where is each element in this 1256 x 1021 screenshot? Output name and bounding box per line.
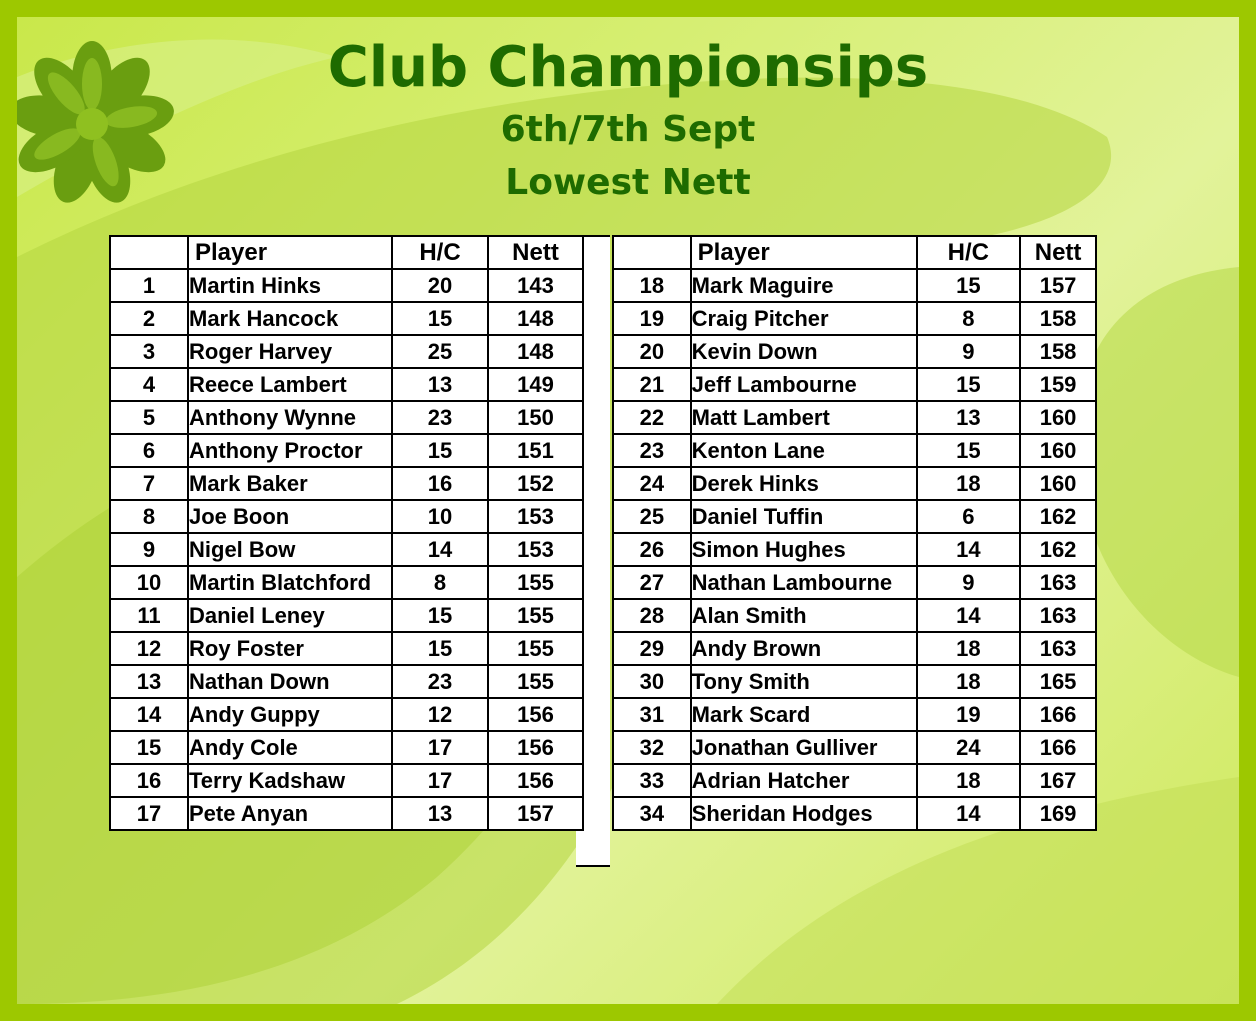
position-cell: 20 [613, 335, 691, 368]
position-cell: 2 [110, 302, 188, 335]
table-row [613, 335, 1096, 368]
page-title: Club Championsips [327, 35, 929, 100]
hc-cell: 13 [392, 797, 488, 830]
table-row [110, 665, 583, 698]
hc-cell: 15 [392, 302, 488, 335]
table-row [613, 368, 1096, 401]
header-hc: H/C [917, 236, 1021, 269]
nett-cell: 160 [1020, 401, 1096, 434]
results-tables [109, 235, 1097, 869]
position-cell: 12 [110, 632, 188, 665]
position-cell: 22 [613, 401, 691, 434]
table-row [613, 434, 1096, 467]
player-cell: Daniel Leney [188, 599, 392, 632]
nett-cell: 149 [488, 368, 583, 401]
position-cell: 24 [613, 467, 691, 500]
table-row [110, 335, 583, 368]
nett-cell: 165 [1020, 665, 1096, 698]
position-cell: 13 [110, 665, 188, 698]
player-cell: Simon Hughes [691, 533, 917, 566]
position-cell: 31 [613, 698, 691, 731]
position-cell: 5 [110, 401, 188, 434]
hc-cell: 18 [917, 467, 1021, 500]
hc-cell: 23 [392, 401, 488, 434]
table-row [110, 401, 583, 434]
table-row [613, 566, 1096, 599]
player-cell: Andy Guppy [188, 698, 392, 731]
table-row [110, 599, 583, 632]
hc-cell: 6 [917, 500, 1021, 533]
player-cell: Derek Hinks [691, 467, 917, 500]
nett-cell: 155 [488, 665, 583, 698]
player-cell: Nathan Lambourne [691, 566, 917, 599]
nett-cell: 152 [488, 467, 583, 500]
table-row [110, 731, 583, 764]
nett-cell: 148 [488, 335, 583, 368]
nett-cell: 156 [488, 731, 583, 764]
event-date: 6th/7th Sept [500, 109, 756, 150]
nett-cell: 169 [1020, 797, 1096, 830]
player-cell: Pete Anyan [188, 797, 392, 830]
position-cell: 14 [110, 698, 188, 731]
nett-cell: 167 [1020, 764, 1096, 797]
poster-panel [17, 17, 1239, 1004]
table-row [613, 269, 1096, 302]
player-cell: Martin Blatchford [188, 566, 392, 599]
nett-cell: 166 [1020, 698, 1096, 731]
table-header-row [613, 236, 1096, 269]
player-cell: Martin Hinks [188, 269, 392, 302]
hc-cell: 8 [917, 302, 1021, 335]
nett-cell: 163 [1020, 599, 1096, 632]
position-cell: 19 [613, 302, 691, 335]
position-cell: 30 [613, 665, 691, 698]
header-position [613, 236, 691, 269]
player-cell: Craig Pitcher [691, 302, 917, 335]
table-row [110, 698, 583, 731]
hc-cell: 15 [392, 599, 488, 632]
table-row [613, 467, 1096, 500]
table-row [613, 533, 1096, 566]
position-cell: 1 [110, 269, 188, 302]
player-cell: Jonathan Gulliver [691, 731, 917, 764]
table-row [613, 500, 1096, 533]
table-row [110, 368, 583, 401]
player-cell: Sheridan Hodges [691, 797, 917, 830]
player-cell: Daniel Tuffin [691, 500, 917, 533]
nett-cell: 159 [1020, 368, 1096, 401]
table-row [613, 665, 1096, 698]
position-cell: 7 [110, 467, 188, 500]
nett-cell: 163 [1020, 632, 1096, 665]
position-cell: 17 [110, 797, 188, 830]
position-cell: 23 [613, 434, 691, 467]
table-row [110, 269, 583, 302]
nett-cell: 148 [488, 302, 583, 335]
hc-cell: 14 [917, 797, 1021, 830]
header-player: Player [691, 236, 917, 269]
nett-cell: 155 [488, 566, 583, 599]
player-cell: Alan Smith [691, 599, 917, 632]
position-cell: 16 [110, 764, 188, 797]
position-cell: 25 [613, 500, 691, 533]
nett-cell: 157 [1020, 269, 1096, 302]
table-row [613, 764, 1096, 797]
page-subtitle: Lowest Nett [505, 162, 751, 203]
table-row [613, 302, 1096, 335]
position-cell: 32 [613, 731, 691, 764]
nett-cell: 153 [488, 533, 583, 566]
header-nett: Nett [488, 236, 583, 269]
table-row [110, 764, 583, 797]
nett-cell: 153 [488, 500, 583, 533]
position-cell: 18 [613, 269, 691, 302]
hc-cell: 20 [392, 269, 488, 302]
hc-cell: 19 [917, 698, 1021, 731]
hc-cell: 24 [917, 731, 1021, 764]
hc-cell: 10 [392, 500, 488, 533]
hc-cell: 9 [917, 566, 1021, 599]
hc-cell: 23 [392, 665, 488, 698]
position-cell: 27 [613, 566, 691, 599]
position-cell: 29 [613, 632, 691, 665]
hc-cell: 25 [392, 335, 488, 368]
player-cell: Reece Lambert [188, 368, 392, 401]
hc-cell: 13 [917, 401, 1021, 434]
player-cell: Adrian Hatcher [691, 764, 917, 797]
position-cell: 9 [110, 533, 188, 566]
nett-cell: 156 [488, 698, 583, 731]
player-cell: Roy Foster [188, 632, 392, 665]
results-table-right [612, 235, 1097, 831]
position-cell: 8 [110, 500, 188, 533]
nett-cell: 160 [1020, 434, 1096, 467]
table-row [110, 632, 583, 665]
position-cell: 33 [613, 764, 691, 797]
player-cell: Anthony Proctor [188, 434, 392, 467]
player-cell: Terry Kadshaw [188, 764, 392, 797]
position-cell: 4 [110, 368, 188, 401]
table-row [110, 533, 583, 566]
player-cell: Roger Harvey [188, 335, 392, 368]
table-row [110, 566, 583, 599]
position-cell: 11 [110, 599, 188, 632]
player-cell: Jeff Lambourne [691, 368, 917, 401]
nett-cell: 151 [488, 434, 583, 467]
player-cell: Mark Scard [691, 698, 917, 731]
nett-cell: 162 [1020, 533, 1096, 566]
table-row [613, 599, 1096, 632]
hc-cell: 18 [917, 632, 1021, 665]
hc-cell: 15 [392, 434, 488, 467]
position-cell: 10 [110, 566, 188, 599]
hc-cell: 14 [392, 533, 488, 566]
position-cell: 34 [613, 797, 691, 830]
table-row [110, 500, 583, 533]
position-cell: 28 [613, 599, 691, 632]
hc-cell: 15 [917, 434, 1021, 467]
table-row [110, 434, 583, 467]
nett-cell: 155 [488, 599, 583, 632]
position-cell: 15 [110, 731, 188, 764]
nett-cell: 162 [1020, 500, 1096, 533]
hc-cell: 9 [917, 335, 1021, 368]
player-cell: Tony Smith [691, 665, 917, 698]
position-cell: 3 [110, 335, 188, 368]
player-cell: Mark Hancock [188, 302, 392, 335]
table-row [613, 698, 1096, 731]
table-row [613, 797, 1096, 830]
player-cell: Nathan Down [188, 665, 392, 698]
player-cell: Kevin Down [691, 335, 917, 368]
hc-cell: 15 [392, 632, 488, 665]
position-cell: 6 [110, 434, 188, 467]
player-cell: Mark Baker [188, 467, 392, 500]
player-cell: Anthony Wynne [188, 401, 392, 434]
nett-cell: 158 [1020, 335, 1096, 368]
position-cell: 21 [613, 368, 691, 401]
table-row [110, 797, 583, 830]
hc-cell: 15 [917, 368, 1021, 401]
results-table-left [109, 235, 584, 831]
hc-cell: 18 [917, 665, 1021, 698]
hc-cell: 13 [392, 368, 488, 401]
nett-cell: 155 [488, 632, 583, 665]
table-row [110, 467, 583, 500]
table-row [110, 302, 583, 335]
hc-cell: 16 [392, 467, 488, 500]
hc-cell: 17 [392, 731, 488, 764]
hc-cell: 12 [392, 698, 488, 731]
nett-cell: 160 [1020, 467, 1096, 500]
table-row [613, 401, 1096, 434]
player-cell: Kenton Lane [691, 434, 917, 467]
nett-cell: 150 [488, 401, 583, 434]
nett-cell: 158 [1020, 302, 1096, 335]
nett-cell: 166 [1020, 731, 1096, 764]
header-position [110, 236, 188, 269]
table-header-row [110, 236, 583, 269]
player-cell: Joe Boon [188, 500, 392, 533]
header-player: Player [188, 236, 392, 269]
nett-cell: 157 [488, 797, 583, 830]
table-row [613, 731, 1096, 764]
header-nett: Nett [1020, 236, 1096, 269]
nett-cell: 156 [488, 764, 583, 797]
player-cell: Matt Lambert [691, 401, 917, 434]
hc-cell: 8 [392, 566, 488, 599]
player-cell: Mark Maguire [691, 269, 917, 302]
hc-cell: 14 [917, 533, 1021, 566]
nett-cell: 143 [488, 269, 583, 302]
player-cell: Andy Brown [691, 632, 917, 665]
nett-cell: 163 [1020, 566, 1096, 599]
player-cell: Andy Cole [188, 731, 392, 764]
position-cell: 26 [613, 533, 691, 566]
player-cell: Nigel Bow [188, 533, 392, 566]
hc-cell: 15 [917, 269, 1021, 302]
hc-cell: 18 [917, 764, 1021, 797]
header-hc: H/C [392, 236, 488, 269]
hc-cell: 14 [917, 599, 1021, 632]
table-row [613, 632, 1096, 665]
hc-cell: 17 [392, 764, 488, 797]
